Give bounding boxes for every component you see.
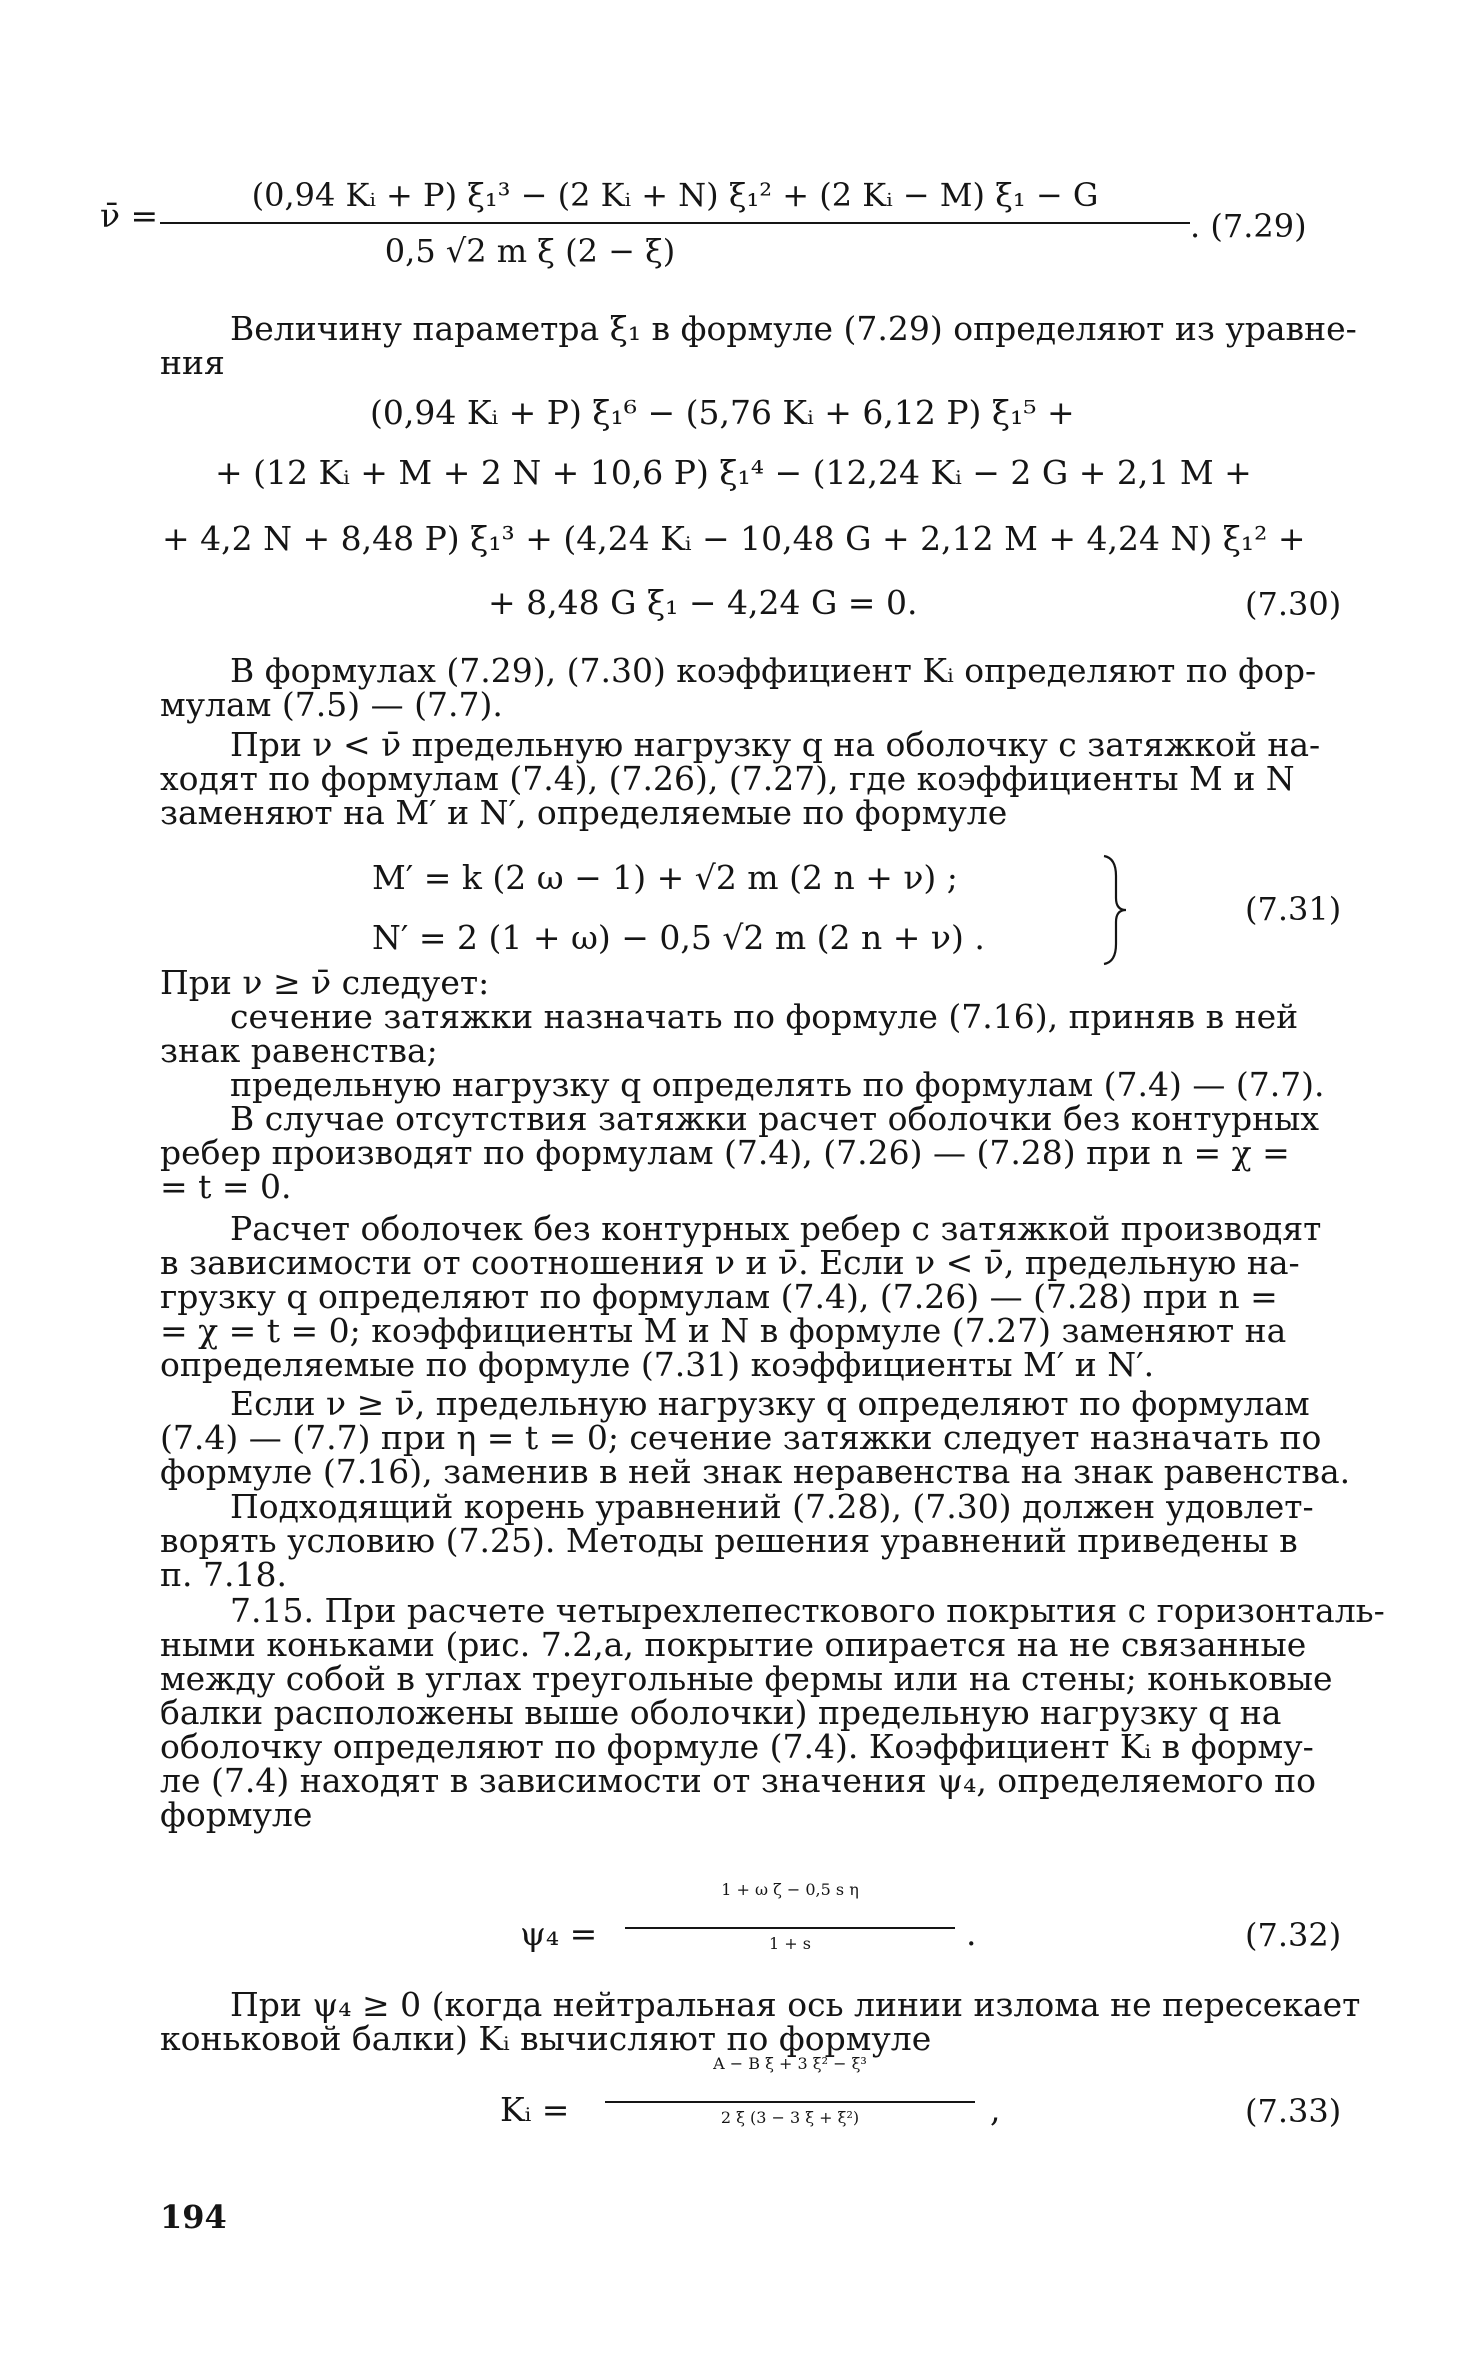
text-line: ния (160, 343, 225, 382)
text-line: = χ = t = 0; коэффициенты M и N в формуле (7.27) заменяют на (160, 1311, 1287, 1350)
equation-line: M′ = k (2 ω − 1) + √2 m (2 n + ν) ; (372, 858, 958, 897)
text-line: мулам (7.5) — (7.7). (160, 685, 503, 724)
fraction-bar (625, 1927, 955, 1929)
equation-punctuation: , (990, 2090, 1001, 2129)
equation-line: (0,94 Kᵢ + P) ξ₁⁶ − (5,76 Kᵢ + 6,12 P) ξ₁⁵ + (370, 393, 1075, 432)
paragraph-7 (160, 1487, 1355, 1594)
paragraph-3 (160, 725, 1355, 832)
text-line: Расчет оболочек без контурных ребер с затяжкой производят (230, 1209, 1322, 1248)
text-line: При ψ₄ ≥ 0 (когда нейтральная ось линии излома не пересекает (230, 1985, 1361, 2024)
equation-line: + 4,2 N + 8,48 P) ξ₁³ + (4,24 Kᵢ − 10,48 G + 2,12 M + 4,24 N) ξ₁² + (162, 519, 1306, 558)
text-line: грузку q определяют по формулам (7.4), (7.26) — (7.28) при n = (160, 1277, 1278, 1316)
paragraph-9 (160, 1985, 1361, 2058)
equation-number: (7.33) (1245, 2092, 1342, 2130)
text-line: знак равенства; (160, 1031, 438, 1070)
equation-denominator: 2 ξ (3 − 3 ξ + ξ²) (720, 2108, 860, 2127)
equation-line: + (12 Kᵢ + M + 2 N + 10,6 P) ξ₁⁴ − (12,24 Kᵢ − 2 G + 2,1 M + (215, 453, 1252, 492)
text-line: В формулах (7.29), (7.30) коэффициент Kᵢ определяют по фор- (230, 651, 1317, 690)
text-line: ходят по формулам (7.4), (7.26), (7.27), где коэффициенты M и N (160, 759, 1295, 798)
text-line: 7.15. При расчете четырехлепесткового покрытия с горизонталь- (230, 1591, 1385, 1630)
text-line: п. 7.18. (160, 1555, 287, 1594)
equation-lhs: Kᵢ = (500, 2090, 570, 2129)
equation-denominator: 1 + s (769, 1934, 811, 1953)
text-line: предельную нагрузку q определять по формулам (7.4) — (7.7). (230, 1065, 1325, 1104)
paragraph-2 (160, 651, 1355, 724)
paragraph-8 (160, 1591, 1385, 1834)
equation-number: (7.30) (1245, 585, 1342, 623)
text-line: В случае отсутствия затяжки расчет оболочки без контурных (230, 1099, 1319, 1138)
text-line: в зависимости от соотношения ν и ν̄. Если ν < ν̄, предельную на- (160, 1243, 1300, 1282)
equation-number: . (7.29) (1190, 207, 1307, 245)
text-line: (7.4) — (7.7) при η = t = 0; сечение затяжки следует назначать по (160, 1418, 1322, 1457)
text-line: При ν ≥ ν̄ следует: (160, 963, 490, 1002)
fraction-bar (160, 222, 1190, 224)
text-line: Подходящий корень уравнений (7.28), (7.30) должен удовлет- (230, 1487, 1314, 1526)
equation-line: + 8,48 G ξ₁ − 4,24 G = 0. (488, 583, 918, 622)
equation-numerator: A − B ξ + 3 ξ² − ξ³ (713, 2054, 867, 2073)
paragraph-5 (160, 1209, 1355, 1384)
text-line: формуле (7.16), заменив в ней знак неравенства на знак равенства. (160, 1452, 1351, 1491)
text-line: определяемые по формуле (7.31) коэффициенты M′ и N′. (160, 1345, 1155, 1384)
text-line: Если ν ≥ ν̄, предельную нагрузку q определяют по формулам (230, 1384, 1310, 1423)
equation-lhs: ψ₄ = (520, 1914, 598, 1953)
text-line: балки расположены выше оболочки) предельную нагрузку q на (160, 1693, 1282, 1732)
text-line: между собой в углах треугольные фермы или на стены; коньковые (160, 1659, 1333, 1698)
text-line: коньковой балки) Kᵢ вычисляют по формуле (160, 2019, 932, 2058)
text-line: ребер производят по формулам (7.4), (7.26) — (7.28) при n = χ = (160, 1133, 1290, 1172)
text-line: = t = 0. (160, 1167, 292, 1206)
equation-number: (7.32) (1245, 1916, 1342, 1954)
text-line: ными коньками (рис. 7.2,а, покрытие опирается на не связанные (160, 1625, 1307, 1664)
page-number: 194 (160, 2198, 227, 2236)
text-line: ворять условию (7.25). Методы решения уравнений приведены в (160, 1521, 1298, 1560)
text-line: ле (7.4) находят в зависимости от значения ψ₄, определяемого по (160, 1761, 1317, 1800)
text-line: оболочку определяют по формуле (7.4). Коэффициент Kᵢ в форму- (160, 1727, 1314, 1766)
fraction-bar (605, 2101, 975, 2103)
equation-punctuation: . (966, 1914, 977, 1953)
paragraph-6 (160, 1384, 1355, 1491)
equation-line: N′ = 2 (1 + ω) − 0,5 √2 m (2 n + ν) . (372, 918, 985, 957)
equation-lhs: ν̄ = (100, 196, 159, 235)
paragraph-1 (160, 309, 1357, 382)
text-line: Величину параметра ξ₁ в формуле (7.29) определяют из уравне- (230, 309, 1357, 348)
text-line: заменяют на M′ и N′, определяемые по формуле (160, 793, 1008, 832)
equation-numerator: (0,94 Kᵢ + P) ξ₁³ − (2 Kᵢ + N) ξ₁² + (2 Kᵢ − M) ξ₁ − G (251, 176, 1099, 214)
text-line: При ν < ν̄ предельную нагрузку q на оболочку с затяжкой на- (230, 725, 1321, 764)
text-line: сечение затяжки назначать по формуле (7.16), приняв в ней (230, 997, 1299, 1036)
equation-number: (7.31) (1245, 890, 1342, 928)
text-line: формуле (160, 1795, 313, 1834)
paragraph-4 (160, 963, 1355, 1206)
equation-denominator: 0,5 √2 m ξ (2 − ξ) (384, 232, 676, 270)
right-brace-icon (1100, 854, 1130, 966)
equation-numerator: 1 + ω ζ − 0,5 s η (721, 1880, 859, 1899)
